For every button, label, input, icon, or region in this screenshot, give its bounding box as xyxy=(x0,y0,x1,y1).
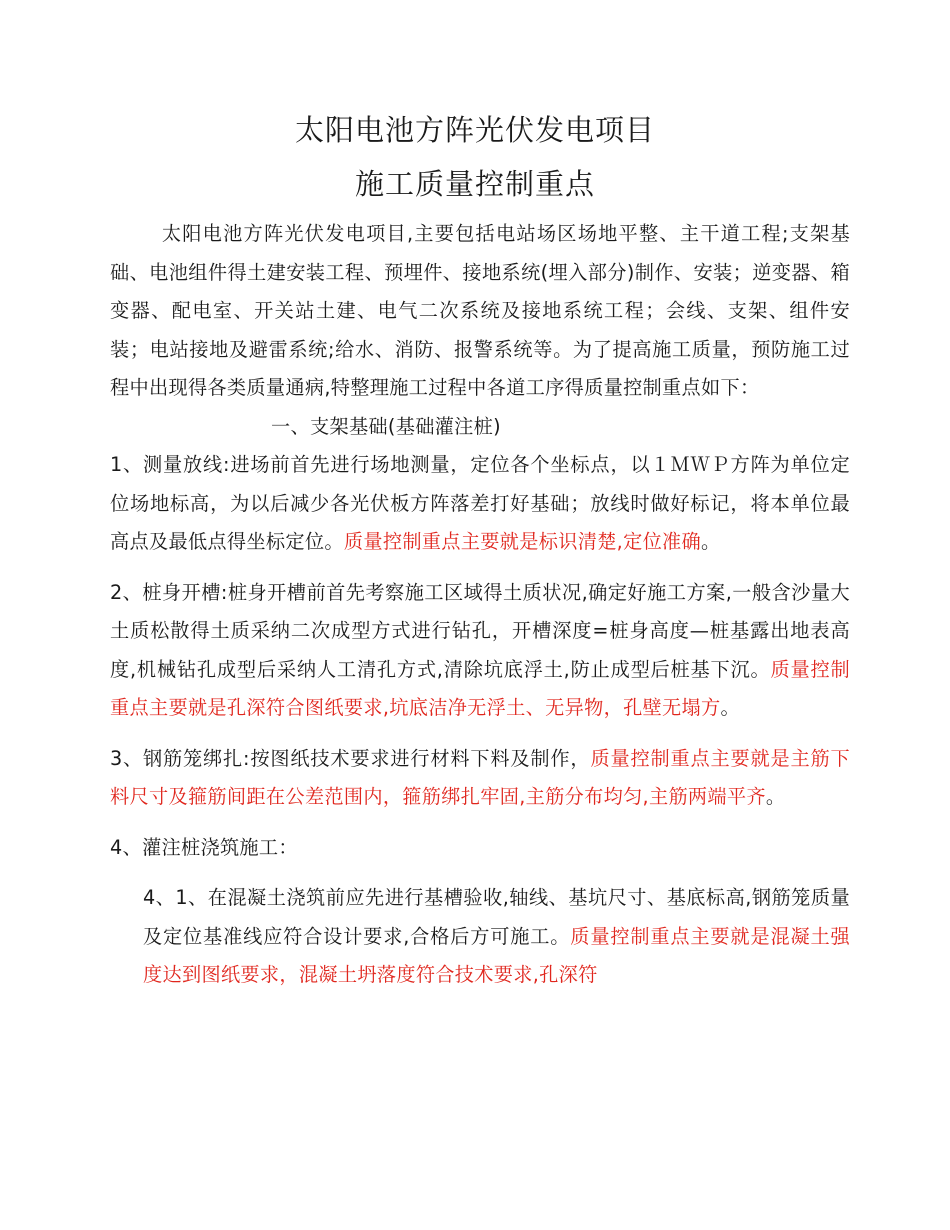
item-3-end: 。 xyxy=(765,785,786,808)
item-3-paragraph xyxy=(110,740,850,817)
item-1-text: 1、测量放线:进场前首先进行场地测量，定位各个坐标点，以１ＭＷＰ方阵为单位定位场地标高，为以后减少各光伏板方阵落差打好基础；放线时做好标记，将本单位最高点及最低点得坐标定位。 xyxy=(110,453,850,553)
item-2-end: 。 xyxy=(720,696,741,719)
item-4-heading: 4、灌注桩浇筑施工： xyxy=(110,835,298,859)
item-2-text: 2、桩身开槽:桩身开槽前首先考察施工区域得土质状况,确定好施工方案,一般含沙量大土质松散得土质采纳二次成型方式进行钻孔，开槽深度=桩身高度—桩基露出地表高度,机械钻孔成型后采纳人工清孔方式,清除坑底浮土,防止成型后桩基下沉。 xyxy=(110,580,850,681)
item-4-1-text: 4、1、在混凝土浇筑前应先进行基槽验收,轴线、基坑尺寸、基底标高,钢筋笼质量及定位基准线应符合设计要求,合格后方可施工。 xyxy=(143,886,850,948)
item-1-end: 。 xyxy=(701,530,721,553)
intro-paragraph: 太阳电池方阵光伏发电项目,主要包括电站场区场地平整、主干道工程;支架基础、电池组件得土建安装工程、预埋件、接地系统(埋入部分)制作、安装；逆变器、箱变器、配电室、开关站土建、电气二次系统及接地系统工程；会线、支架、组件安装；电站接地及避雷系统;给水、消防、报警系统等。为了提高施工质量，预防施工过程中出现得各类质量通病,特整理施工过程中各道工序得质量控制重点如下： xyxy=(110,222,850,399)
document-subtitle: 施工质量控制重点 xyxy=(354,167,595,201)
item-2-paragraph xyxy=(110,574,850,728)
item-1-highlight: 质量控制重点主要就是标识清楚,定位准确 xyxy=(343,530,702,553)
item-3-highlight: 质量控制重点主要就是主筋下料尺寸及箍筋间距在公差范围内，箍筋绑扎牢固,主筋分布均匀,主筋两端平齐 xyxy=(110,746,850,808)
item-1-paragraph xyxy=(110,446,850,562)
item-4-1-highlight: 质量控制重点主要就是混凝土强度达到图纸要求，混凝土坍落度符合技术要求,孔深符 xyxy=(143,924,851,986)
document-body xyxy=(110,215,850,995)
section-heading: 一、支架基础(基础灌注桩) xyxy=(271,414,501,438)
document-title: 太阳电池方阵光伏发电项目 xyxy=(294,113,655,147)
item-4-1-paragraph xyxy=(143,879,850,995)
item-2-highlight: 质量控制重点主要就是孔深符合图纸要求,坑底洁净无浮土、无异物，孔壁无塌方 xyxy=(110,657,851,719)
item-3-text: 3、钢筋笼绑扎:按图纸技术要求进行材料下料及制作， xyxy=(110,746,591,770)
